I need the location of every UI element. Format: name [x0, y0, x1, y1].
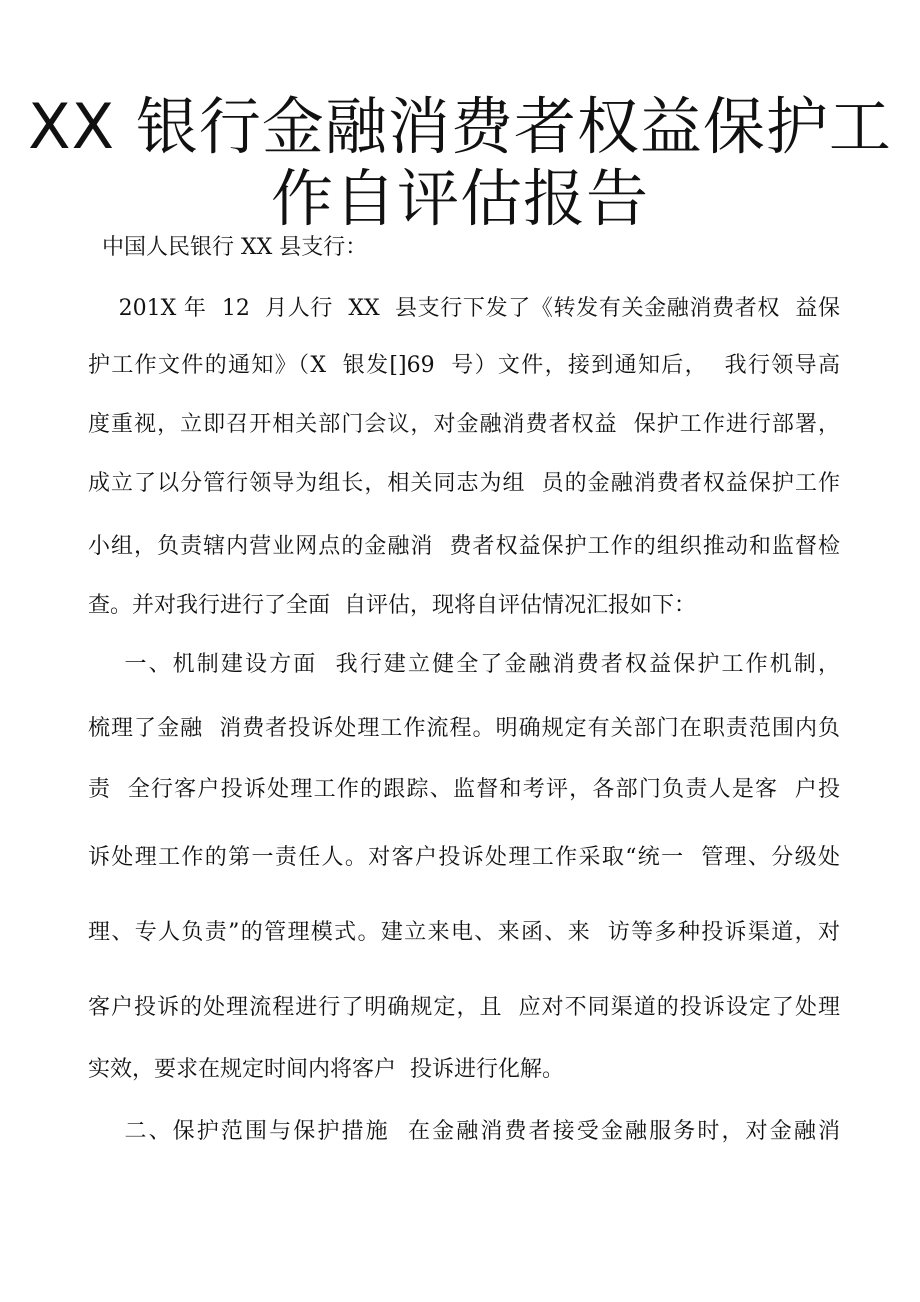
body-line: 梳理了金融 消费者投诉处理工作流程。明确规定有关部门在职责范围内负	[88, 716, 840, 741]
body-line: 成立了以分管行领导为组长，相关同志为组 员的金融消费者权益保护工作	[88, 471, 840, 496]
document-title-line-1: XX 银行金融消费者权益保护工	[28, 90, 892, 163]
body-line: 小组，负责辖内营业网点的金融消 费者权益保护工作的组织推动和监督检	[88, 534, 840, 559]
salutation: 中国人民银行 XX 县支行：	[102, 235, 368, 260]
body-line: 一、机制建设方面 我行建立健全了金融消费者权益保护工作机制，	[88, 652, 840, 677]
body-line: 诉处理工作的第一责任人。对客户投诉处理工作采取“统一 管理、分级处	[88, 845, 840, 870]
body-line: 理、专人负责”的管理模式。建立来电、来函、来 访等多种投诉渠道，对	[88, 920, 840, 945]
body-line: 护工作文件的通知》（X 银发[]69 号）文件，接到通知后， 我行领导高	[88, 353, 840, 378]
body-line: 度重视，立即召开相关部门会议，对金融消费者权益 保护工作进行部署，	[88, 412, 840, 437]
body-line: 责 全行客户投诉处理工作的跟踪、监督和考评，各部门负责人是客 户投	[88, 777, 840, 802]
body-line: 实效，要求在规定时间内将客户 投诉进行化解。	[88, 1057, 564, 1082]
body-line: 201X 年 12 月人行 XX 县支行下发了《转发有关金融消费者权 益保	[88, 296, 840, 321]
body-line: 二、保护范围与保护措施 在金融消费者接受金融服务时，对金融消	[88, 1119, 840, 1144]
document-title-line-2: 作自评估报告	[270, 162, 649, 235]
body-line: 客户投诉的处理流程进行了明确规定，且 应对不同渠道的投诉设定了处理	[88, 995, 840, 1020]
body-line: 查。并对我行进行了全面 自评估，现将自评估情况汇报如下：	[88, 593, 696, 618]
